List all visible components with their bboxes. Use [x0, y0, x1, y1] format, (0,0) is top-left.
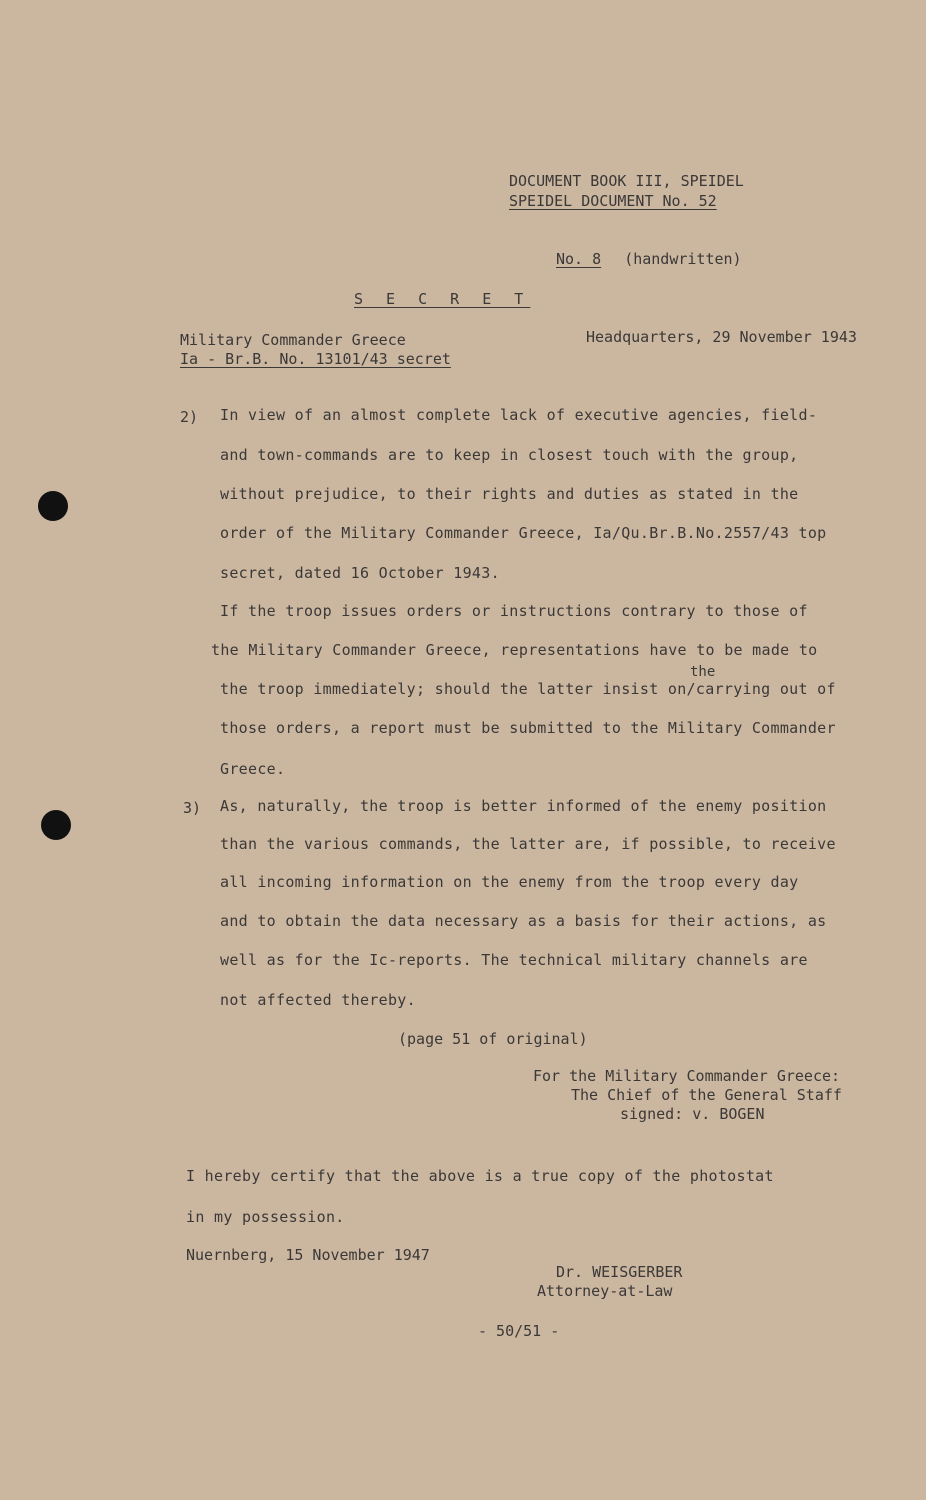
sender-name: Military Commander Greece: [180, 331, 406, 349]
punch-hole: [41, 810, 71, 840]
certification-text: I hereby certify that the above is a true copy of the photostat: [186, 1167, 774, 1185]
document-number-heading: SPEIDEL DOCUMENT No. 52: [509, 192, 717, 210]
certifier-name: Dr. WEISGERBER: [556, 1263, 683, 1281]
paragraph-2-line: If the troop issues orders or instructions contrary to those of: [220, 602, 808, 620]
sender-reference: Ia - Br.B. No. 13101/43 secret: [180, 350, 451, 368]
handwritten-note: (handwritten): [624, 250, 742, 268]
paragraph-2-line: order of the Military Commander Greece, Ia/Qu.Br.B.No.2557/43 top: [220, 524, 827, 542]
paragraph-3-line: well as for the Ic-reports. The technical military channels are: [220, 951, 808, 969]
document-book-heading: DOCUMENT BOOK III, SPEIDEL: [509, 172, 744, 190]
page-reference: (page 51 of original): [398, 1030, 588, 1048]
paragraph-3-number: 3): [183, 799, 202, 817]
place-and-date: Nuernberg, 15 November 1947: [186, 1246, 430, 1264]
certification-text: in my possession.: [186, 1208, 345, 1226]
paragraph-2-line: and town-commands are to keep in closest touch with the group,: [220, 446, 799, 464]
number-label: No. 8: [556, 250, 602, 268]
paragraph-2-line: without prejudice, to their rights and duties as stated in the: [220, 485, 799, 503]
inserted-word: the: [690, 664, 716, 680]
headquarters-date: Headquarters, 29 November 1943: [586, 328, 857, 346]
paragraph-2-line: Greece.: [220, 760, 286, 778]
paragraph-2-line: In view of an almost complete lack of executive agencies, field-: [220, 406, 818, 424]
paragraph-2-number: 2): [180, 408, 199, 426]
handwritten-number: [556, 250, 742, 268]
page-number: - 50/51 -: [478, 1322, 560, 1340]
signature-name: signed: v. BOGEN: [620, 1105, 765, 1123]
paragraph-3-line: not affected thereby.: [220, 991, 416, 1009]
punch-hole: [38, 491, 68, 521]
paragraph-3-line: than the various commands, the latter are, if possible, to receive: [220, 835, 836, 853]
paragraph-2-line: secret, dated 16 October 1943.: [220, 564, 500, 582]
paragraph-3-line: all incoming information on the enemy from the troop every day: [220, 873, 799, 891]
signature-line: The Chief of the General Staff: [571, 1086, 842, 1104]
paragraph-2-line: the Military Commander Greece, representations have to be made to: [211, 641, 818, 659]
certifier-title: Attorney-at-Law: [537, 1282, 673, 1300]
paragraph-3-line: As, naturally, the troop is better informed of the enemy position: [220, 797, 827, 815]
paragraph-3-line: and to obtain the data necessary as a basis for their actions, as: [220, 912, 827, 930]
signature-line: For the Military Commander Greece:: [533, 1067, 841, 1085]
paragraph-2-line: the troop immediately; should the latter insist on/carrying out of: [220, 680, 836, 698]
paragraph-2-line: those orders, a report must be submitted to the Military Commander: [220, 719, 836, 737]
classification-heading: S E C R E T: [354, 290, 531, 308]
